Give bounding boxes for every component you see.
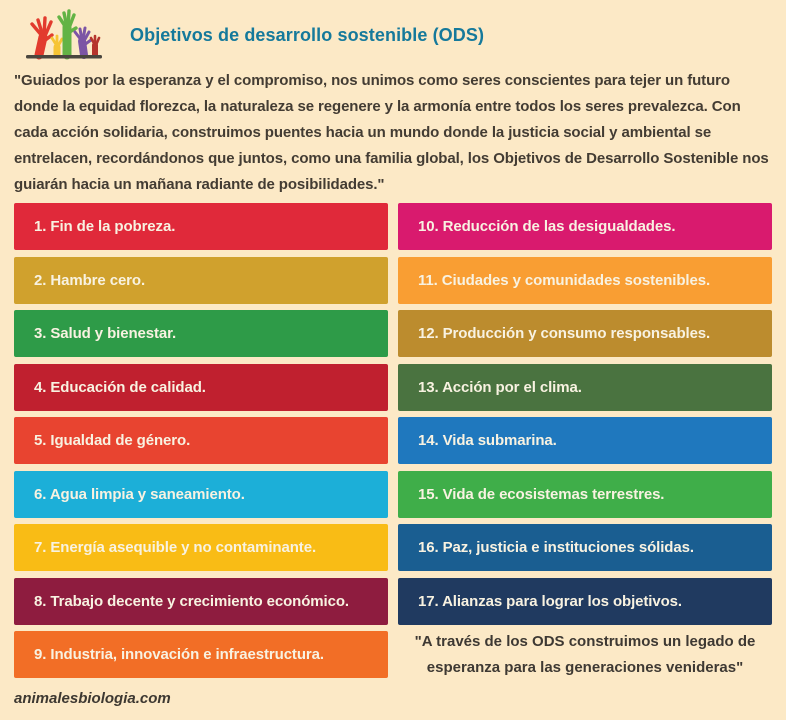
website-watermark: animalesbiologia.com (14, 690, 171, 707)
intro-quote: "Guiados por la esperanza y el compromiso, nos unimos como seres conscientes para tejer un futuro donde la equidad florezca, la naturaleza se regenere y la armonía entre todos los seres prevalezca. Con cada acción solidaria, construimos puentes hacia un mundo donde la justicia social y ambiental se entrelacen, recordándonos que juntos, como una familia global, los Objetivos de Desarrollo Sostenible nos guiarán hacia un mañana radiante de posibilidades." (14, 72, 769, 193)
goal-item-3: 3. Salud y bienestar. (14, 310, 388, 357)
goal-item-10: 10. Reducción de las desigualdades. (398, 203, 772, 250)
header (0, 0, 786, 62)
goal-item-1: 1. Fin de la pobreza. (14, 203, 388, 250)
goal-item-17: 17. Alianzas para lograr los objetivos. (398, 578, 772, 625)
goal-item-6: 6. Agua limpia y saneamiento. (14, 471, 388, 518)
goal-item-11: 11. Ciudades y comunidades sostenibles. (398, 257, 772, 304)
goal-item-8: 8. Trabajo decente y crecimiento económico. (14, 578, 388, 625)
goals-grid (14, 203, 772, 678)
goals-column-right (398, 203, 772, 678)
goal-item-15: 15. Vida de ecosistemas terrestres. (398, 471, 772, 518)
goal-item-13: 13. Acción por el clima. (398, 364, 772, 411)
goal-item-9: 9. Industria, innovación e infraestructura. (14, 631, 388, 678)
goal-item-12: 12. Producción y consumo responsables. (398, 310, 772, 357)
goals-column-left (14, 203, 388, 678)
goal-item-4: 4. Educación de calidad. (14, 364, 388, 411)
goal-item-7: 7. Energía asequible y no contaminante. (14, 524, 388, 571)
goal-item-2: 2. Hambre cero. (14, 257, 388, 304)
raised-hands-logo-icon (14, 9, 106, 61)
closing-quote: "A través de los ODS construimos un legado de esperanza para las generaciones venideras" (414, 632, 756, 676)
goal-item-5: 5. Igualdad de género. (14, 417, 388, 464)
goal-item-16: 16. Paz, justicia e instituciones sólidas. (398, 524, 772, 571)
goal-item-14: 14. Vida submarina. (398, 417, 772, 464)
page-title: Objetivos de desarrollo sostenible (ODS) (130, 24, 485, 45)
